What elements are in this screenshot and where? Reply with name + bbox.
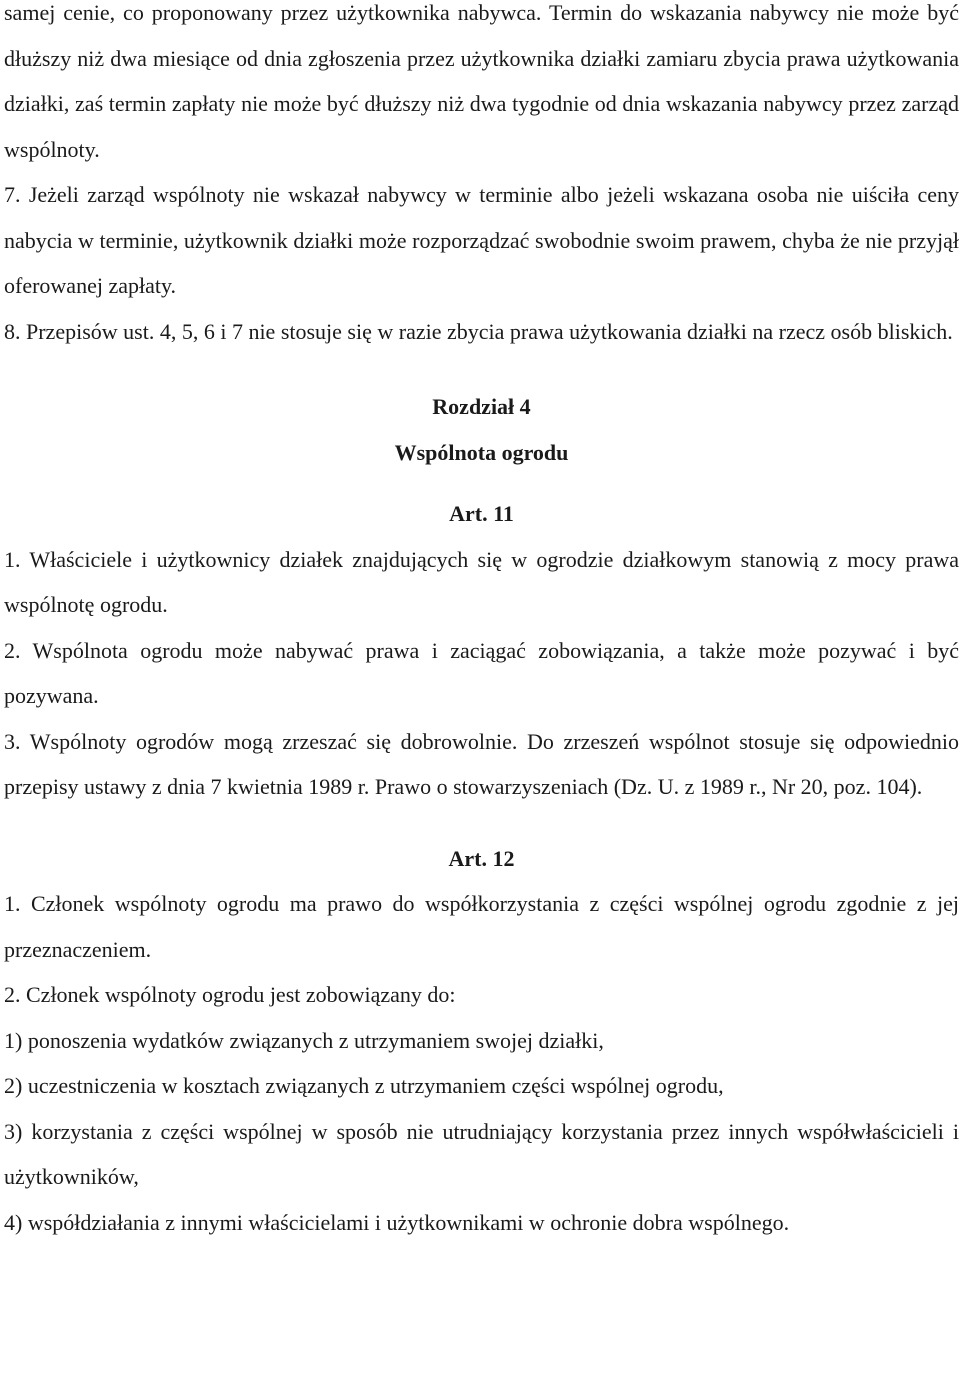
paragraph-8: 8. Przepisów ust. 4, 5, 6 i 7 nie stosuje się w razie zbycia prawa użytkowania działki na rzecz osób bliskich.: [4, 318, 953, 344]
chapter-number: Rozdział 4: [432, 394, 531, 419]
article-11-paragraph-2: 2. Wspólnota ogrodu może nabywać prawa i zaciągać zobowiązania, a także może pozywać i być pozywana.: [4, 637, 959, 708]
article-11-paragraph-1: 1. Właściciele i użytkownicy działek znajdujących się w ogrodzie działkowym stanowią z mocy prawa wspólnotę ogrodu.: [4, 546, 959, 617]
obligation-item-1: 1) ponoszenia wydatków związanych z utrzymaniem swojej działki,: [4, 1027, 604, 1053]
article-12-heading: Art. 12: [448, 845, 515, 871]
spacer: [4, 354, 959, 384]
obligation-item-2: 2) uczestniczenia w kosztach związanych z utrzymaniem części wspólnej ogrodu,: [4, 1073, 724, 1098]
article-12-paragraph-1: 1. Członek wspólnoty ogrodu ma prawo do współkorzystania z części wspólnej ogrodu zgodnie z jej przeznaczeniem.: [4, 891, 959, 962]
paragraph-continuation: samej cenie, co proponowany przez użytkownika nabywca. Termin do wskazania nabywcy nie może być dłuższy niż dwa miesiące od dnia zgłoszenia przez użytkownika działki zamiaru zbycia prawa użytkowania działki, zaś termin zapłaty nie może być dłuższy niż dwa tygodnie od dnia wskazania nabywcy przez zarząd wspólnoty.: [4, 0, 959, 162]
obligation-item-4: 4) współdziałania z innymi właścicielami i użytkownikami w ochronie dobra wspólnego.: [4, 1209, 790, 1235]
article-12-paragraph-2: 2. Członek wspólnoty ogrodu jest zobowiązany do:: [4, 982, 456, 1007]
document-page: [4, 0, 959, 1245]
chapter-title: Wspólnota ogrodu: [394, 439, 569, 465]
article-11-paragraph-3: 3. Wspólnoty ogrodów mogą zrzeszać się dobrowolnie. Do zrzeszeń wspólnot stosuje się odpowiednio przepisy ustawy z dnia 7 kwietnia 1989 r. Prawo o stowarzyszeniach (Dz. U. z 1989 r., Nr 20, poz. 104).: [4, 728, 959, 799]
spacer: [4, 810, 959, 836]
article-11-heading: Art. 11: [449, 501, 514, 526]
obligation-item-3: 3) korzystania z części wspólnej w sposób nie utrudniający korzystania przez innych współwłaścicieli i użytkowników,: [4, 1118, 959, 1189]
spacer: [4, 475, 959, 491]
paragraph-7: 7. Jeżeli zarząd wspólnoty nie wskazał nabywcy w terminie albo jeżeli wskazana osoba nie uiściła ceny nabycia w terminie, użytkownik działki może rozporządzać swobodnie swoim prawem, chyba że nie przyjął oferowanej zapłaty.: [4, 182, 959, 298]
